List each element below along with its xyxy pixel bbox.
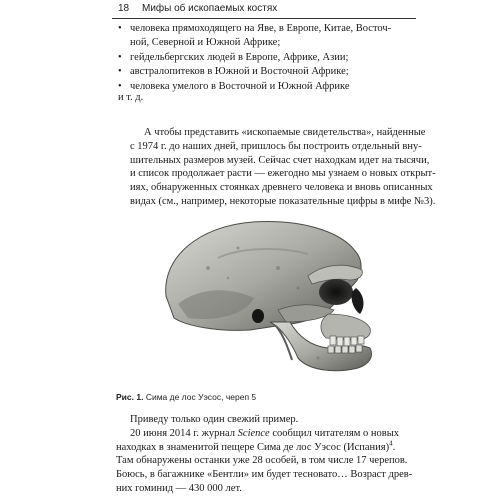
bullet-icon: • [118,51,122,63]
running-title: Мифы об ископаемых костях [142,3,278,14]
list-item: • человека умелого в Восточной и Южной Африке [118,80,418,94]
list-etc: и т. д. [118,92,144,103]
paragraph-museum: А чтобы представить «ископаемые свидетельства», найденные с 1974 г. до наших дней, пришлось бы построить отдельный вну- шительных размеров музей. Сейчас счет находкам идет на тысячи, и список продолжает расти — ежегодно мы узнаем о новых открыт- иях, обнаруженных стоянках древнего человека и вновь описанных видах (см., например, некоторые показательные цифры в мифе №3). [130,127,436,207]
figure-caption [116,391,256,403]
skull-photo [158,218,388,378]
bullet-icon: • [118,66,122,78]
list-item: • человека прямоходящего на Яве, в Европе, Китае, Восточ- ной, Северной и Южной Африке; [118,23,392,49]
bullet-icon: • [118,80,122,92]
caption-text: Сима де лос Уэсос, череп 5 [145,392,257,402]
footnote-ref: 4 [389,439,393,448]
bullet-icon: • [118,23,122,34]
paragraph-example: Приведу только один свежий пример. 20 июня 2014 г. журнал Science сообщил читателям о новых находках в знаменитой пещере Сима де лос Уэсос (Испания)$^4$. Там обнаружены останки уже 28 особей, в том числе 17 черепов. Боюсь, в багажнике «Бентли» им будет тесновато… Возраст древ- них гоминид — 430 000 лет. [116,414,413,494]
page-number: 18 [118,3,130,14]
list-item: • гейдельбергских людей в Европе, Африке, Азии; [118,51,418,65]
running-header [112,2,416,19]
list-item: • австралопитеков в Южной и Восточной Африке; [118,65,418,79]
caption-label: Рис. 1. [116,392,144,402]
bullet-list [118,22,418,94]
journal-name: Science [237,427,270,439]
